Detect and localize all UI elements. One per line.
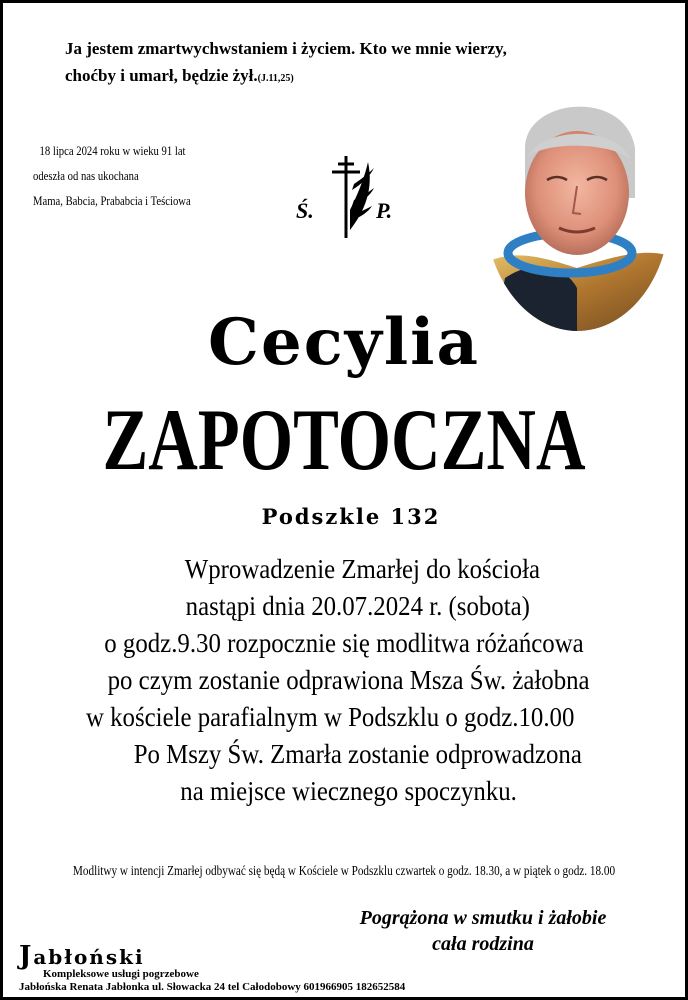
deceased-first-name: Cecylia	[208, 305, 480, 380]
bible-quote	[65, 35, 645, 92]
portrait-image	[485, 88, 670, 331]
funeral-home-contact: Jabłońska Renata Jabłonka ul. Słowacka 24 tel Całodobowy 601966905 182652584	[19, 981, 406, 993]
mourners-line-2: cała rodzina	[432, 933, 534, 955]
funeral-announcement	[30, 551, 657, 810]
funeral-home-tagline: Kompleksowe usługi pogrzebowe	[43, 968, 199, 980]
announcement-line: Wprowadzenie Zmarłej do kościoła	[184, 554, 541, 584]
sp-right-text: P.	[376, 198, 393, 223]
announcement-line: w kościele parafialnym w Podszklu o godz.10.00	[85, 702, 575, 732]
prayer-schedule: Modlitwy w intencji Zmarłej odbywać się będą w Kościele w Podszklu czwartek o godz. 18.30, a w piątek o godz. 18.00	[72, 864, 616, 879]
death-intro	[33, 138, 213, 213]
announcement-line: o godz.9.30 rozpocznie się modlitwa różańcowa	[104, 628, 584, 658]
funeral-home-name-initial: J	[19, 941, 34, 971]
mourners-line-1: Pogrążona w smutku i żałobie	[359, 907, 607, 929]
intro-line-3: Mama, Babcia, Prababcia i Teściowa	[33, 193, 191, 208]
sp-left-text: Ś.	[296, 198, 314, 223]
intro-line-1: 18 lipca 2024 roku w wieku 91 lat	[39, 143, 186, 158]
announcement-line: nastąpi dnia 20.07.2024 r. (sobota)	[185, 591, 530, 621]
quote-line-1: Ja jestem zmartwychwstaniem i życiem. Kto we mnie wierzy,	[65, 39, 507, 58]
deceased-surname: ZAPOTOCZNA	[102, 392, 586, 489]
deceased-address: Podszkle 132	[261, 504, 441, 529]
announcement-line: po czym zostanie odprawiona Msza Św. żałobna	[107, 665, 590, 695]
sp-emblem	[296, 150, 406, 245]
funeral-home-name-rest: abłoński	[33, 945, 145, 969]
quote-line-2	[65, 62, 645, 92]
quote-line-2-text: choćby i umarł, będzie żył.	[65, 66, 258, 85]
quote-reference: (J.11,25)	[257, 73, 294, 84]
deceased-photo	[485, 88, 670, 331]
announcement-line: na miejsce wiecznego spoczynku.	[180, 776, 517, 806]
intro-line-2: odeszła od nas ukochana	[33, 168, 139, 183]
announcement-line: Po Mszy Św. Zmarła zostanie odprowadzona	[133, 739, 582, 769]
cross-icon	[316, 150, 376, 245]
